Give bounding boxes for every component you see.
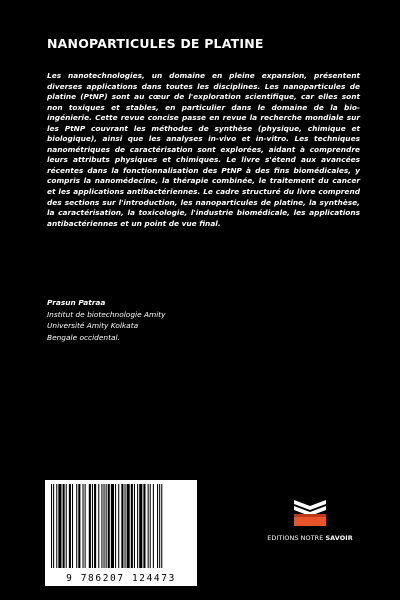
author-name: Prasun Patraa [47, 298, 106, 307]
book-title: NANOPARTICULES DE PLATINE [47, 36, 264, 51]
publisher-name: EDITIONS NOTRE SAVOIR [267, 534, 353, 542]
publisher-logo-block [250, 498, 370, 542]
book-summary: Les nanotechnologies, un domaine en pleine expansion, présentent diverses applications dans toutes les disciplines. Les nanoparticules de platine (PtNP) sont au cœur de l'exploration scientifique, car elles sont non toxiques et stables, en particulier dans le domaine de la bio-ingénierie. Cette revue concise passe en revue la recherche mondiale sur les PtNP couvrant les méthodes de synthèse (physique, chimique et biologique), ainsi que les analyses in-vivo et in-vitro. Les techniques nanométriques de caractérisation sont explorées, aidant à comprendre leurs attributs physiques et chimiques. Le livre s'étend aux avancées récentes dans la fonctionnalisation des PtNP à des fins biomédicales, y compris la nanomédecine, la thérapie combinée, le traitement du cancer et les applications antibactériennes. Le cadre structuré du livre comprend des sections sur l'introduction, les nanoparticules de platine, la synthèse, la caractérisation, la toxicologie, l'industrie biomédicale, les applications antibactériennes et un point de vue final. [47, 71, 360, 228]
publisher-logo-icon [290, 498, 330, 530]
isbn-barcode [45, 480, 197, 586]
author-block [47, 297, 347, 343]
isbn-number: 9 786207 124473 [66, 573, 176, 584]
barcode-bars [50, 484, 192, 568]
author-affiliation: Institut de biotechnologie Amity [47, 309, 166, 319]
author-affiliation: Bengale occidental. [47, 332, 120, 342]
author-affiliation: Université Amity Kolkata [47, 321, 139, 330]
